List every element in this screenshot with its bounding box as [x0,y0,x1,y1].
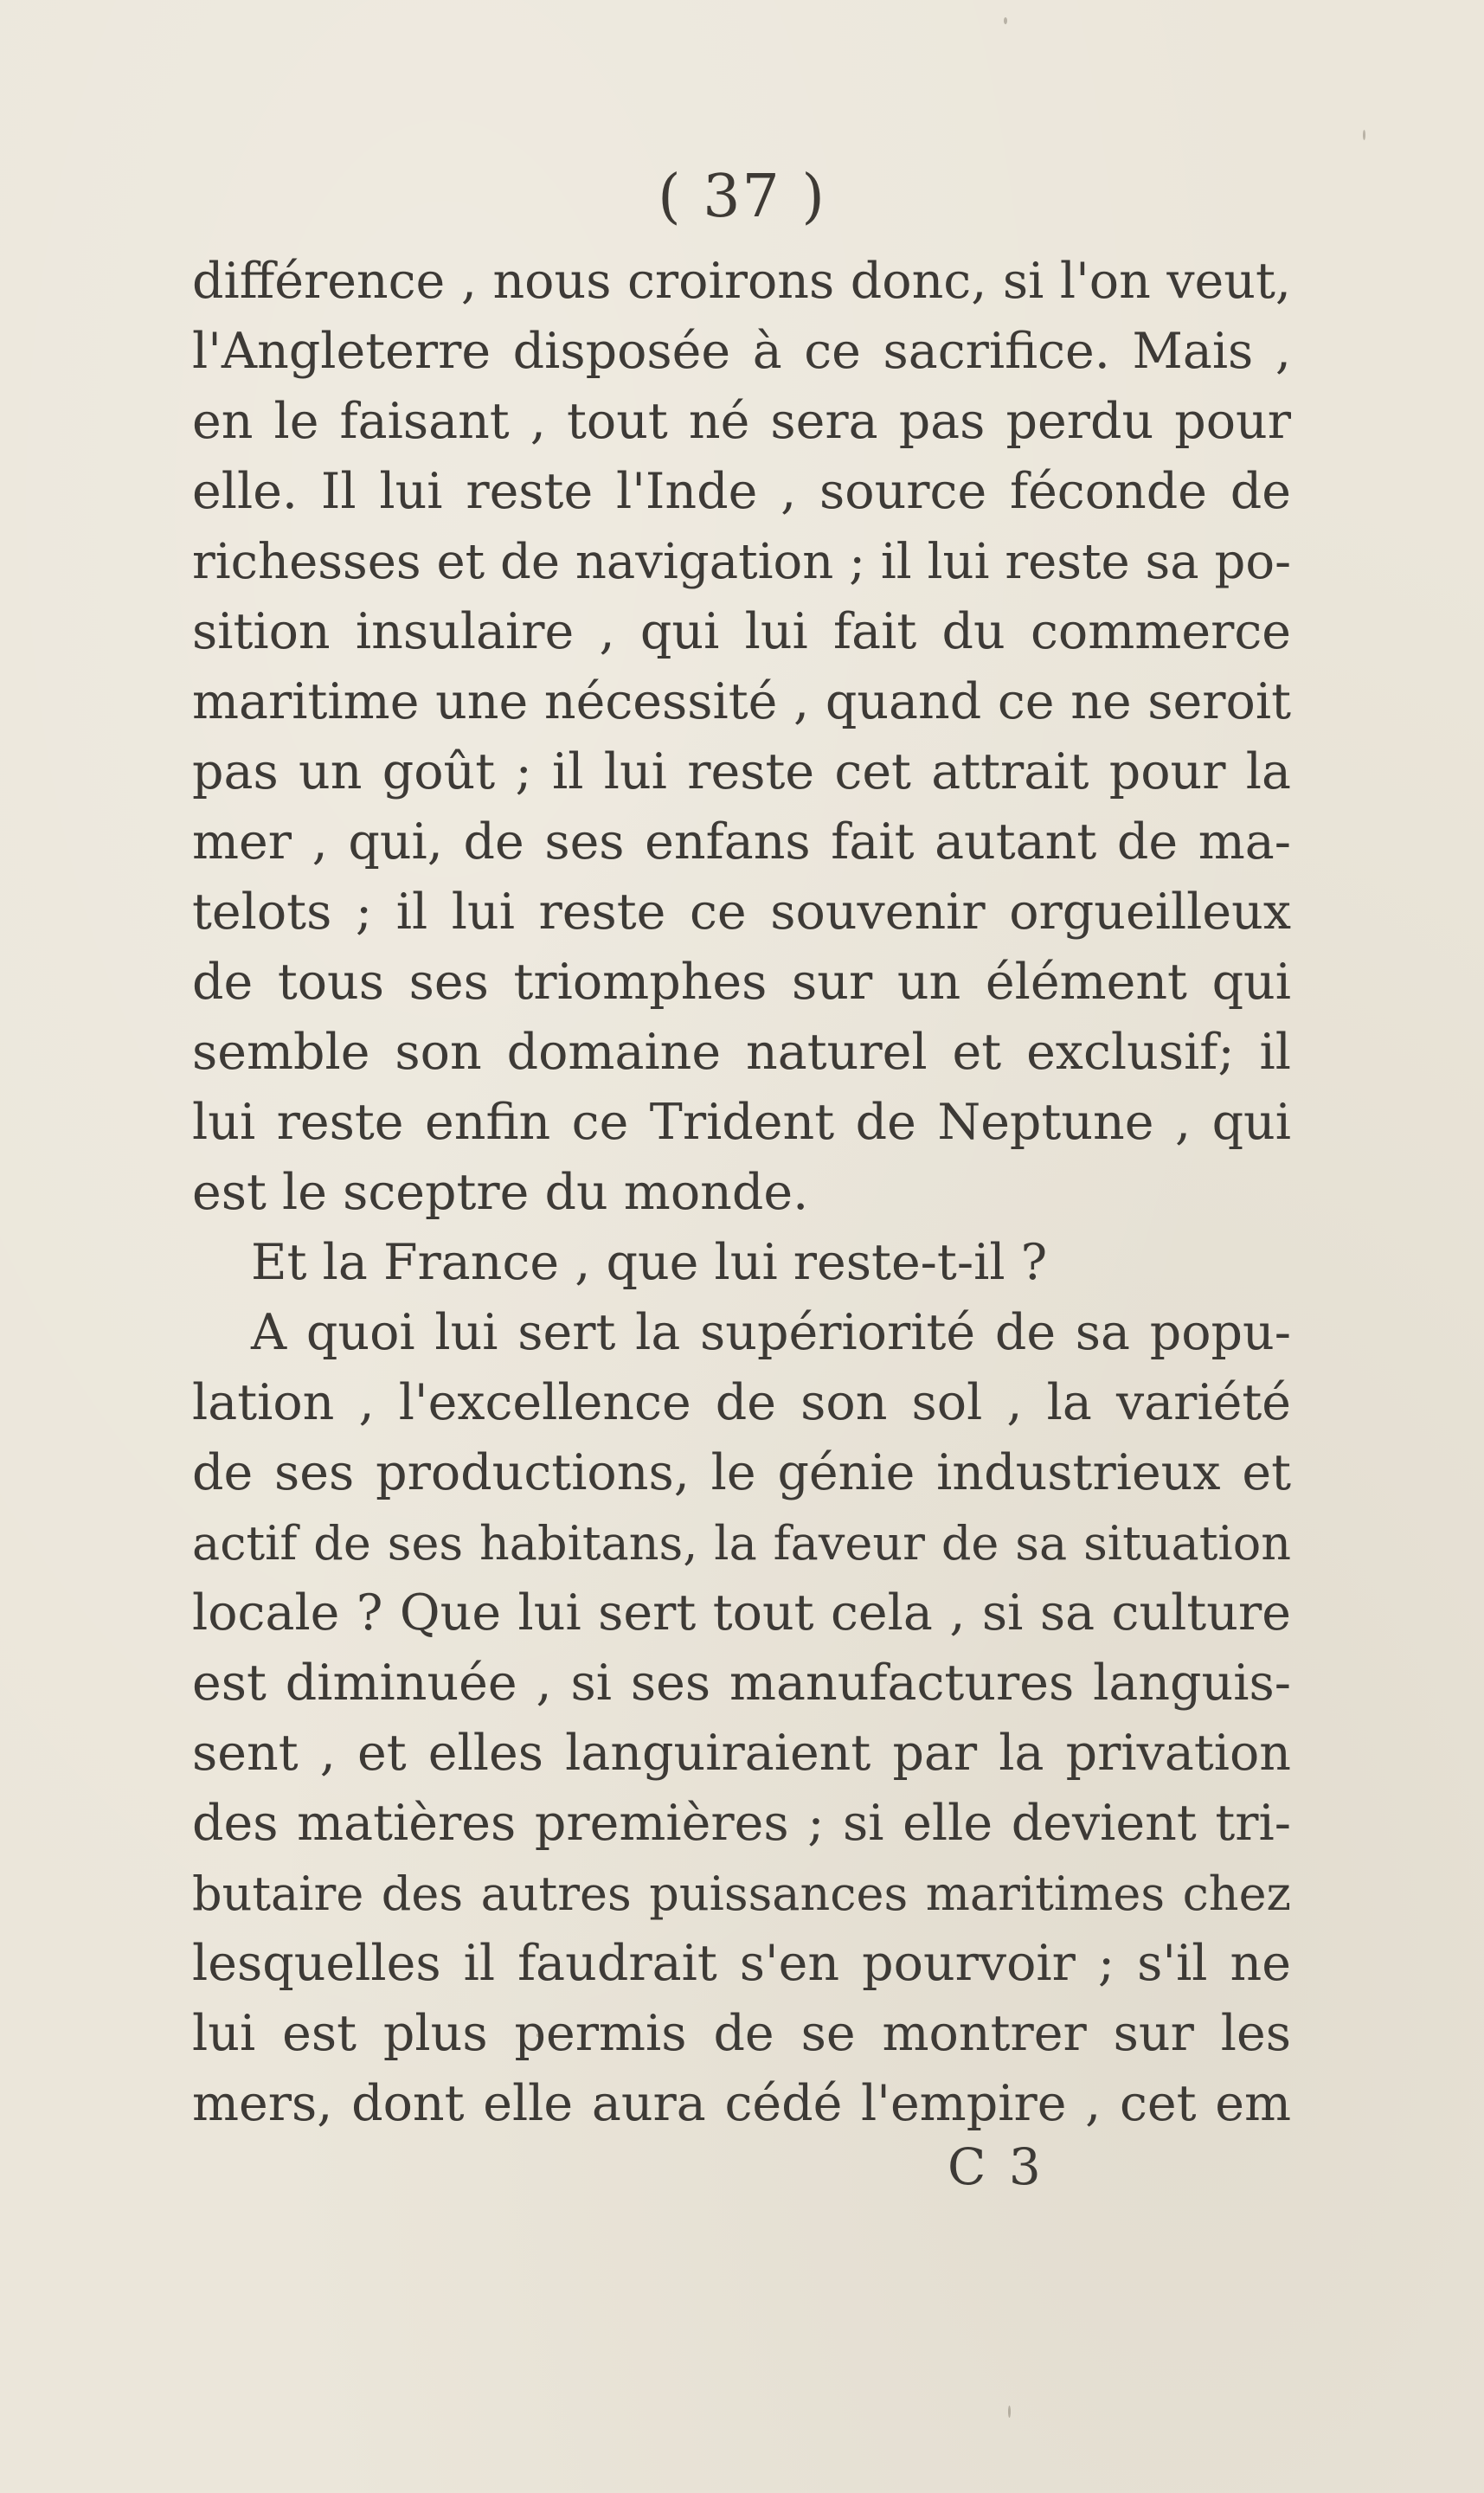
paper-speck [536,2034,540,2037]
text-line: lesquelles il faudrait s'en pourvoir ; s'il ne [192,1935,1291,1992]
text-line: actif de ses habitans, la faveur de sa situation [192,1516,1291,1571]
text-line: sition insulaire , qui lui fait du commerce [192,603,1291,660]
text-line: locale ? Que lui sert tout cela , si sa culture [192,1584,1291,1642]
text-line: mer , qui, de ses enfans fait autant de ma- [192,813,1291,871]
paper-speck [1363,130,1365,140]
text-line: telots ; il lui reste ce souvenir orgueilleux [192,883,1291,941]
text-line: lui reste enfin ce Trident de Neptune , qui [192,1094,1291,1151]
text-line: elle. Il lui reste l'Inde , source féconde de [192,463,1291,520]
paragraph [192,1228,1291,1298]
text-line: maritime une nécessité , quand ce ne seroit [192,673,1291,730]
text-line: de tous ses triomphes sur un élément qui [192,954,1291,1011]
text-line: sent , et elles languiraient par la privation [192,1725,1291,1782]
text-line: semble son domaine naturel et exclusif; il [192,1024,1291,1081]
paper-speck [1004,17,1007,24]
text-line: différence , nous croirons donc, si l'on veut, [192,253,1291,310]
text-line: lation , l'excellence de son sol , la variété [192,1374,1291,1431]
paragraph [192,247,1291,1228]
text-line: est le sceptre du monde. [192,1164,809,1221]
paper-speck [1008,2406,1011,2418]
page-number: ( 37 ) [658,163,826,231]
text-line: des matières premières ; si elle devient tri- [192,1795,1291,1852]
text-line: mers, dont elle aura cédé l'empire , cet em [192,2075,1291,2132]
text-line: en le faisant , tout né sera pas perdu pour [192,393,1291,450]
text-line: est diminuée , si ses manufactures languis- [192,1655,1291,1712]
text-line: lui est plus permis de se montrer sur les [192,2005,1291,2062]
text-line: richesses et de navigation ; il lui reste sa po- [192,534,1291,590]
text-line: butaire des autres puissances maritimes chez [192,1867,1291,1921]
text-line: Et la France , que lui reste-t-il ? [251,1234,1048,1291]
signature-mark: C 3 [948,2137,1044,2196]
text-line: de ses productions, le génie industrieux et [192,1444,1291,1501]
body-text [192,247,1291,2139]
paragraph [192,1298,1291,2139]
text-line: pas un goût ; il lui reste cet attrait pour la [192,743,1291,800]
text-line: l'Angleterre disposée à ce sacrifice. Mais , [192,323,1291,380]
text-line: A quoi lui sert la supériorité de sa popu- [251,1304,1291,1361]
